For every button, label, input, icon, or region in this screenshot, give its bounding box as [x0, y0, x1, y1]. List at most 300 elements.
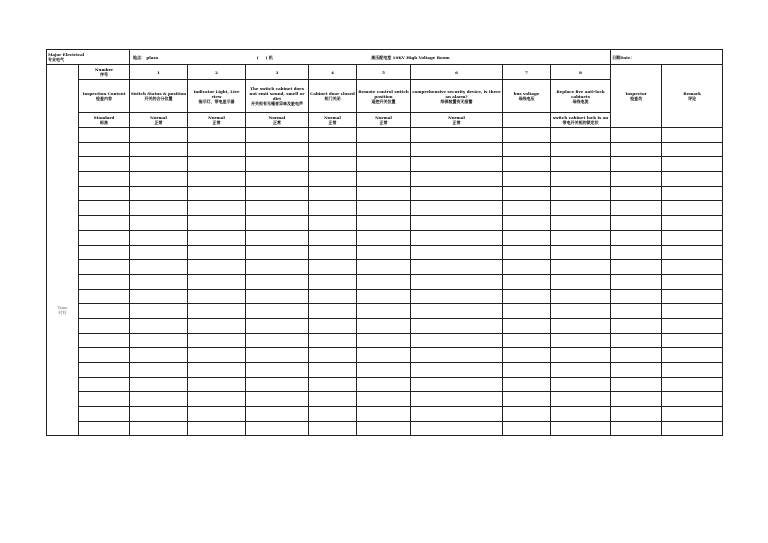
input-cell[interactable]	[309, 333, 357, 348]
input-cell[interactable]	[309, 245, 357, 260]
input-cell[interactable]	[357, 363, 411, 378]
input-cell[interactable]	[357, 172, 411, 187]
input-cell[interactable]	[662, 260, 723, 275]
input-cell[interactable]	[79, 142, 130, 157]
input-cell[interactable]	[309, 274, 357, 289]
input-cell[interactable]	[411, 201, 503, 216]
company-name-cn: 专业电气	[48, 57, 64, 62]
input-cell[interactable]	[611, 186, 662, 201]
column-standard-cn: 正常	[328, 120, 337, 125]
input-cell[interactable]	[662, 318, 723, 333]
input-cell[interactable]	[662, 407, 723, 422]
column-standard	[503, 113, 551, 128]
remark-header	[662, 65, 723, 128]
input-cell[interactable]	[79, 377, 130, 392]
input-cell[interactable]	[611, 392, 662, 407]
input-cell[interactable]	[130, 421, 188, 436]
input-cell[interactable]	[188, 172, 246, 187]
column-standard-en: Normal	[268, 115, 286, 120]
input-cell[interactable]	[246, 407, 309, 422]
input-cell[interactable]	[188, 392, 246, 407]
input-cell[interactable]	[551, 333, 611, 348]
input-cell[interactable]	[246, 318, 309, 333]
column-standard-en: Normal	[448, 115, 465, 120]
input-cell[interactable]	[503, 157, 551, 172]
input-cell[interactable]	[503, 304, 551, 319]
input-cell[interactable]	[246, 172, 309, 187]
time-label-en: Time	[57, 305, 68, 311]
input-cell[interactable]	[130, 260, 188, 275]
input-cell[interactable]	[551, 363, 611, 378]
input-cell[interactable]	[551, 142, 611, 157]
input-cell[interactable]	[611, 201, 662, 216]
input-cell[interactable]	[357, 157, 411, 172]
input-cell[interactable]	[662, 421, 723, 436]
input-cell[interactable]	[411, 142, 503, 157]
input-cell[interactable]	[357, 304, 411, 319]
column-standard	[188, 113, 246, 128]
input-cell[interactable]	[611, 245, 662, 260]
input-cell[interactable]	[503, 377, 551, 392]
input-cell[interactable]	[130, 157, 188, 172]
input-cell[interactable]	[130, 407, 188, 422]
input-cell[interactable]	[309, 216, 357, 231]
column-standard-en: switch cabinet lock is on	[552, 115, 609, 120]
input-cell[interactable]	[611, 289, 662, 304]
input-cell[interactable]	[79, 333, 130, 348]
input-cell[interactable]	[309, 377, 357, 392]
column-standard-cn: 正常	[212, 120, 221, 125]
input-cell[interactable]	[130, 245, 188, 260]
input-cell[interactable]	[309, 304, 357, 319]
input-cell[interactable]	[246, 230, 309, 245]
input-cell[interactable]	[611, 274, 662, 289]
column-content-cn: 柜门关闭	[324, 96, 341, 101]
time-label-cn: 时间	[58, 310, 67, 316]
standard-label-en: Standard	[93, 115, 115, 120]
input-cell[interactable]	[309, 289, 357, 304]
input-cell[interactable]	[551, 377, 611, 392]
input-cell[interactable]	[357, 260, 411, 275]
input-cell[interactable]	[188, 157, 246, 172]
input-cell[interactable]	[503, 333, 551, 348]
input-cell[interactable]	[357, 407, 411, 422]
table-row	[47, 318, 723, 333]
input-cell[interactable]	[246, 216, 309, 231]
input-cell[interactable]	[662, 142, 723, 157]
column-standard	[309, 113, 357, 128]
input-cell[interactable]	[130, 304, 188, 319]
table-row	[47, 172, 723, 187]
content-label-cn: 检查内容	[96, 96, 112, 101]
input-cell[interactable]	[188, 216, 246, 231]
input-cell[interactable]	[611, 377, 662, 392]
input-cell[interactable]	[246, 142, 309, 157]
input-cell[interactable]	[188, 128, 246, 143]
input-cell[interactable]	[357, 289, 411, 304]
inspector-label-en: Inspector	[625, 91, 647, 96]
input-cell[interactable]	[503, 128, 551, 143]
column-standard	[551, 113, 611, 128]
column-content-cn: 综保装置有无报警	[440, 98, 473, 104]
input-cell[interactable]	[551, 128, 611, 143]
input-cell[interactable]	[411, 245, 503, 260]
input-cell[interactable]	[503, 289, 551, 304]
input-cell[interactable]	[188, 348, 246, 363]
input-cell[interactable]	[551, 186, 611, 201]
input-cell[interactable]	[357, 392, 411, 407]
input-cell[interactable]	[79, 245, 130, 260]
input-cell[interactable]	[130, 128, 188, 143]
input-cell[interactable]	[188, 289, 246, 304]
input-cell[interactable]	[188, 304, 246, 319]
input-cell[interactable]	[188, 245, 246, 260]
input-cell[interactable]	[662, 363, 723, 378]
column-number: 5	[357, 65, 411, 80]
column-standard-cn: 正常	[379, 120, 388, 125]
input-cell[interactable]	[503, 407, 551, 422]
input-cell[interactable]	[79, 260, 130, 275]
column-standard-en: Normal	[324, 115, 341, 120]
input-cell[interactable]	[611, 157, 662, 172]
input-cell[interactable]	[611, 421, 662, 436]
content-label-en: Inspection Content	[82, 91, 126, 96]
input-cell[interactable]	[130, 172, 188, 187]
input-cell[interactable]	[551, 421, 611, 436]
table-row	[47, 289, 723, 304]
input-cell[interactable]	[662, 392, 723, 407]
input-cell[interactable]	[357, 245, 411, 260]
table-row	[47, 304, 723, 319]
input-cell[interactable]	[411, 421, 503, 436]
input-cell[interactable]	[551, 274, 611, 289]
input-cell[interactable]	[246, 348, 309, 363]
location-field[interactable]	[133, 55, 158, 60]
input-cell[interactable]	[551, 201, 611, 216]
input-cell[interactable]	[551, 304, 611, 319]
input-cell[interactable]	[551, 260, 611, 275]
input-cell[interactable]	[662, 216, 723, 231]
input-cell[interactable]	[662, 201, 723, 216]
input-cell[interactable]	[309, 230, 357, 245]
input-cell[interactable]	[357, 318, 411, 333]
input-cell[interactable]	[662, 245, 723, 260]
input-cell[interactable]	[130, 348, 188, 363]
date-label: 日期Date：	[612, 54, 635, 60]
column-number: 8	[551, 65, 611, 80]
input-cell[interactable]	[411, 318, 503, 333]
input-cell[interactable]	[130, 186, 188, 201]
input-cell[interactable]	[79, 363, 130, 378]
input-cell[interactable]	[79, 201, 130, 216]
input-cell[interactable]	[411, 216, 503, 231]
input-cell[interactable]	[551, 230, 611, 245]
input-cell[interactable]	[309, 392, 357, 407]
input-cell[interactable]	[411, 377, 503, 392]
phase-close: )	[265, 54, 268, 60]
input-cell[interactable]	[662, 348, 723, 363]
title-cell	[130, 50, 611, 65]
input-cell[interactable]	[662, 186, 723, 201]
input-cell[interactable]	[357, 186, 411, 201]
input-cell[interactable]	[246, 377, 309, 392]
input-cell[interactable]	[357, 216, 411, 231]
input-cell[interactable]	[79, 421, 130, 436]
input-cell[interactable]	[188, 421, 246, 436]
column-content-en: Replace five anti-lock cabinets	[556, 88, 605, 99]
input-cell[interactable]	[130, 377, 188, 392]
input-cell[interactable]	[611, 407, 662, 422]
input-cell[interactable]	[309, 421, 357, 436]
column-content-cn: 遥控开关位置	[371, 98, 396, 104]
input-cell[interactable]	[503, 421, 551, 436]
input-cell[interactable]	[188, 363, 246, 378]
input-cell[interactable]	[79, 318, 130, 333]
input-cell[interactable]	[411, 392, 503, 407]
table-row	[47, 216, 723, 231]
column-content-cn: 母线电压	[518, 96, 535, 101]
input-cell[interactable]	[188, 186, 246, 201]
input-cell[interactable]	[79, 304, 130, 319]
input-cell[interactable]	[503, 172, 551, 187]
input-cell[interactable]	[503, 318, 551, 333]
input-cell[interactable]	[411, 348, 503, 363]
input-cell[interactable]	[357, 128, 411, 143]
inspector-header	[611, 65, 662, 128]
input-cell[interactable]	[309, 260, 357, 275]
input-cell[interactable]	[611, 318, 662, 333]
input-cell[interactable]	[130, 274, 188, 289]
input-cell[interactable]	[309, 407, 357, 422]
input-cell[interactable]	[246, 274, 309, 289]
input-cell[interactable]	[611, 260, 662, 275]
input-cell[interactable]	[357, 230, 411, 245]
input-cell[interactable]	[130, 392, 188, 407]
input-cell[interactable]	[551, 289, 611, 304]
input-cell[interactable]	[411, 407, 503, 422]
input-cell[interactable]	[79, 128, 130, 143]
input-cell[interactable]	[411, 304, 503, 319]
input-cell[interactable]	[309, 201, 357, 216]
inspector-label-cn: 检查员	[630, 96, 643, 101]
input-cell[interactable]	[246, 186, 309, 201]
input-cell[interactable]	[411, 260, 503, 275]
input-cell[interactable]	[611, 142, 662, 157]
input-cell[interactable]	[188, 274, 246, 289]
input-cell[interactable]	[130, 201, 188, 216]
input-cell[interactable]	[79, 172, 130, 187]
input-cell[interactable]	[130, 363, 188, 378]
input-cell[interactable]	[357, 421, 411, 436]
column-content-cn: 母线电流	[572, 98, 589, 104]
input-cell[interactable]	[503, 245, 551, 260]
input-cell[interactable]	[188, 318, 246, 333]
input-cell[interactable]	[188, 377, 246, 392]
input-cell[interactable]	[79, 407, 130, 422]
column-content	[551, 80, 611, 113]
input-cell[interactable]	[503, 201, 551, 216]
location-value: plaza	[146, 54, 159, 60]
phase-suffix: 机	[268, 54, 273, 60]
input-cell[interactable]	[246, 201, 309, 216]
input-cell[interactable]	[357, 377, 411, 392]
input-cell[interactable]	[130, 289, 188, 304]
input-cell[interactable]	[503, 230, 551, 245]
input-cell[interactable]	[246, 128, 309, 143]
table-row	[47, 363, 723, 378]
input-cell[interactable]	[309, 142, 357, 157]
input-cell[interactable]	[246, 333, 309, 348]
input-cell[interactable]	[411, 128, 503, 143]
column-standard-en: Normal	[150, 115, 167, 120]
number-label	[79, 65, 130, 80]
input-cell[interactable]	[79, 230, 130, 245]
input-cell[interactable]	[188, 230, 246, 245]
input-cell[interactable]	[309, 186, 357, 201]
input-cell[interactable]	[79, 157, 130, 172]
input-cell[interactable]	[309, 318, 357, 333]
input-cell[interactable]	[309, 128, 357, 143]
input-cell[interactable]	[188, 407, 246, 422]
company-cell	[47, 50, 130, 65]
column-content	[130, 80, 188, 113]
input-cell[interactable]	[357, 142, 411, 157]
input-cell[interactable]	[79, 274, 130, 289]
input-cell[interactable]	[246, 260, 309, 275]
input-cell[interactable]	[662, 377, 723, 392]
table-row	[47, 230, 723, 245]
table-row	[47, 260, 723, 275]
input-cell[interactable]	[662, 274, 723, 289]
column-content	[246, 80, 309, 113]
input-cell[interactable]	[611, 230, 662, 245]
column-content	[357, 80, 411, 113]
input-cell[interactable]	[503, 260, 551, 275]
input-cell[interactable]	[662, 289, 723, 304]
content-label	[79, 80, 130, 113]
input-cell[interactable]	[551, 407, 611, 422]
input-cell[interactable]	[662, 304, 723, 319]
input-cell[interactable]	[246, 245, 309, 260]
input-cell[interactable]	[246, 157, 309, 172]
input-cell[interactable]	[411, 172, 503, 187]
input-cell[interactable]	[309, 348, 357, 363]
input-cell[interactable]	[130, 318, 188, 333]
input-cell[interactable]	[188, 142, 246, 157]
date-field[interactable]	[611, 50, 723, 65]
input-cell[interactable]	[246, 304, 309, 319]
input-cell[interactable]	[662, 333, 723, 348]
input-cell[interactable]	[309, 363, 357, 378]
input-cell[interactable]	[662, 128, 723, 143]
table-row	[47, 274, 723, 289]
input-cell[interactable]	[611, 216, 662, 231]
column-standard-en: Normal	[208, 115, 225, 120]
column-number: 7	[503, 65, 551, 80]
input-cell[interactable]	[662, 157, 723, 172]
input-cell[interactable]	[551, 318, 611, 333]
input-cell[interactable]	[611, 333, 662, 348]
input-cell[interactable]	[188, 201, 246, 216]
phase-field[interactable]	[257, 55, 273, 60]
input-cell[interactable]	[130, 216, 188, 231]
input-cell[interactable]	[79, 348, 130, 363]
input-cell[interactable]	[611, 348, 662, 363]
input-cell[interactable]	[411, 186, 503, 201]
input-cell[interactable]	[130, 333, 188, 348]
column-content-en: Remote control switch position	[358, 88, 409, 99]
standard-label	[79, 113, 130, 128]
input-cell[interactable]	[503, 142, 551, 157]
input-cell[interactable]	[130, 142, 188, 157]
input-cell[interactable]	[357, 348, 411, 363]
input-cell[interactable]	[551, 348, 611, 363]
input-cell[interactable]	[411, 363, 503, 378]
input-cell[interactable]	[309, 172, 357, 187]
input-cell[interactable]	[611, 128, 662, 143]
input-cell[interactable]	[551, 392, 611, 407]
number-label-en: Number	[94, 67, 114, 72]
input-cell[interactable]	[411, 274, 503, 289]
inspection-table	[46, 49, 723, 436]
input-cell[interactable]	[246, 392, 309, 407]
input-cell[interactable]	[503, 186, 551, 201]
input-cell[interactable]	[551, 172, 611, 187]
input-cell[interactable]	[357, 274, 411, 289]
column-content-cn: 指示灯、带电显示器	[198, 98, 235, 104]
input-cell[interactable]	[411, 333, 503, 348]
input-cell[interactable]	[130, 230, 188, 245]
input-cell[interactable]	[357, 333, 411, 348]
input-cell[interactable]	[79, 392, 130, 407]
input-cell[interactable]	[611, 304, 662, 319]
input-cell[interactable]	[503, 348, 551, 363]
input-cell[interactable]	[79, 289, 130, 304]
input-cell[interactable]	[79, 216, 130, 231]
input-cell[interactable]	[411, 289, 503, 304]
column-content-cn: 开关的合分位置	[144, 96, 173, 101]
input-cell[interactable]	[503, 216, 551, 231]
input-cell[interactable]	[411, 157, 503, 172]
input-cell[interactable]	[188, 260, 246, 275]
input-cell[interactable]	[611, 172, 662, 187]
input-cell[interactable]	[551, 157, 611, 172]
input-cell[interactable]	[357, 201, 411, 216]
column-standard	[246, 113, 309, 128]
column-number: 1	[130, 65, 188, 80]
column-number: 4	[309, 65, 357, 80]
input-cell[interactable]	[662, 172, 723, 187]
input-cell[interactable]	[79, 186, 130, 201]
location-label: 地点：	[133, 54, 145, 60]
input-cell[interactable]	[411, 230, 503, 245]
input-cell[interactable]	[503, 363, 551, 378]
column-content-en: bus voltage	[513, 91, 540, 96]
table-row	[47, 333, 723, 348]
input-cell[interactable]	[188, 333, 246, 348]
input-cell[interactable]	[503, 274, 551, 289]
column-standard	[411, 113, 503, 128]
input-cell[interactable]	[551, 245, 611, 260]
input-cell[interactable]	[551, 216, 611, 231]
input-cell[interactable]	[246, 289, 309, 304]
input-cell[interactable]	[611, 363, 662, 378]
input-cell[interactable]	[309, 157, 357, 172]
input-cell[interactable]	[246, 421, 309, 436]
input-cell[interactable]	[246, 363, 309, 378]
input-cell[interactable]	[503, 392, 551, 407]
input-cell[interactable]	[662, 230, 723, 245]
